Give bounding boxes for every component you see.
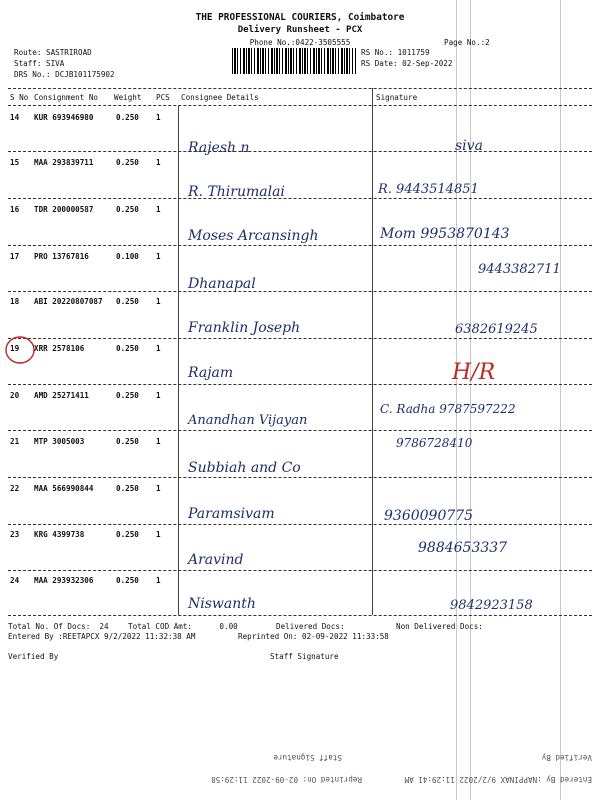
mirrored-reprinted: Reprinted On: 02-09-2022 11:29:58 [211, 775, 362, 784]
signature: Mom 9953870143 [380, 226, 510, 242]
row-weight: 0.250 [116, 113, 139, 122]
delivered-docs: Delivered Docs: [276, 622, 345, 631]
scan-line [560, 0, 561, 800]
rs-number: RS No.: 1011759 [361, 48, 430, 57]
rule [8, 198, 592, 199]
red-circle-mark [3, 334, 37, 366]
row-consignment: AMD 25271411 [34, 391, 89, 400]
row-sno: 17 [10, 252, 20, 261]
row-consignment: MAA 566990844 [34, 484, 94, 493]
row-sno: 20 [10, 391, 20, 400]
verified-by: Verified By [8, 652, 59, 661]
row-pcs: 1 [156, 576, 161, 585]
rule [8, 291, 592, 292]
row-weight: 0.250 [116, 530, 139, 539]
staff-label: Staff: SIVA [14, 59, 65, 68]
col-header-consignment: Consignment No [34, 93, 99, 102]
drs-number: DRS No.: DCJB101175902 [14, 70, 115, 79]
row-consignment: PRO 13767816 [34, 252, 89, 261]
consignee-name: Niswanth [188, 596, 256, 612]
row-consignment: KUR 693946980 [34, 113, 94, 122]
row-sno: 15 [10, 158, 20, 167]
row-consignment: XRR 2578106 [34, 344, 85, 353]
rule [8, 151, 592, 152]
row-pcs: 1 [156, 113, 161, 122]
mirrored-footer [0, 772, 600, 784]
row-pcs: 1 [156, 158, 161, 167]
col-header-weight: Weight [114, 93, 142, 102]
rule [8, 384, 592, 385]
rule [8, 245, 592, 246]
col-header-pcs: PCS [156, 93, 170, 102]
row-weight: 0.250 [116, 484, 139, 493]
row-sno: 16 [10, 205, 20, 214]
col-header-sno: S No [10, 93, 29, 102]
row-pcs: 1 [156, 530, 161, 539]
row-sno: 22 [10, 484, 20, 493]
row-consignment: KRG 4399738 [34, 530, 85, 539]
consignee-name: Anandhan Vijayan [188, 413, 308, 428]
rule [8, 570, 592, 571]
rule [8, 105, 592, 106]
signature: 9786728410 [396, 436, 473, 450]
row-sno: 18 [10, 297, 20, 306]
row-pcs: 1 [156, 252, 161, 261]
signature: 9842923158 [450, 598, 533, 613]
consignee-name: Aravind [188, 552, 244, 568]
col-header-consignee: Consignee Details [181, 93, 259, 102]
row-pcs: 1 [156, 344, 161, 353]
rule [8, 477, 592, 478]
rule [8, 338, 592, 339]
phone-number: Phone No.:0422-3505555 [249, 38, 351, 47]
row-consignment: MAA 293839711 [34, 158, 94, 167]
row-weight: 0.250 [116, 391, 139, 400]
row-consignment: ABI 20220807087 [34, 297, 103, 306]
row-pcs: 1 [156, 484, 161, 493]
row-weight: 0.250 [116, 437, 139, 446]
consignee-name: Moses Arcansingh [188, 228, 319, 244]
row-pcs: 1 [156, 205, 161, 214]
row-consignment: TDR 200000587 [34, 205, 94, 214]
rule [8, 430, 592, 431]
signature: H/R [452, 360, 496, 385]
mirrored-staff-signature [0, 750, 600, 762]
signature: C. Radha 9787597222 [380, 402, 516, 416]
staff-signature: Staff Signature [270, 652, 339, 661]
row-consignment: MTP 3005003 [34, 437, 85, 446]
signature: 9360090775 [384, 508, 474, 524]
row-sno: 21 [10, 437, 20, 446]
signature: 9443382711 [478, 262, 561, 277]
scan-line [456, 0, 457, 800]
rule [8, 615, 592, 616]
page-number: Page No.:2 [444, 38, 490, 47]
non-delivered-docs: Non Delivered Docs: [396, 622, 483, 631]
row-sno: 24 [10, 576, 20, 585]
row-consignment: MAA 293932306 [34, 576, 94, 585]
barcode [232, 48, 356, 74]
row-weight: 0.100 [116, 252, 139, 261]
mirrored-staff-signature-text: Staff Signature [273, 753, 342, 762]
rule [8, 524, 592, 525]
row-weight: 0.250 [116, 205, 139, 214]
runsheet-subtitle: Delivery Runsheet - PCX [237, 25, 363, 35]
column-divider [372, 88, 373, 615]
mirrored-entered-by: Entered By :NAPPINAX 9/2/2022 11:29:41 AM [404, 775, 592, 784]
row-pcs: 1 [156, 391, 161, 400]
signature: siva [455, 138, 483, 154]
row-weight: 0.250 [116, 344, 139, 353]
route-label: Route: SASTRIROAD [14, 48, 92, 57]
scan-line [470, 0, 471, 800]
row-weight: 0.250 [116, 158, 139, 167]
consignee-name: Subbiah and Co [188, 460, 301, 476]
entered-by: Entered By :REETAPCX 9/2/2022 11:32:38 AM [8, 632, 196, 641]
company-title: THE PROFESSIONAL COURIERS, Coimbatore [195, 12, 405, 23]
rule [8, 88, 592, 89]
consignee-name: Franklin Joseph [188, 320, 301, 336]
row-weight: 0.250 [116, 576, 139, 585]
consignee-name: R. Thirumalai [188, 184, 285, 200]
row-sno: 19 [10, 344, 20, 353]
signature: 9884653337 [418, 540, 508, 556]
row-sno: 14 [10, 113, 20, 122]
col-header-signature: Signature [376, 93, 418, 102]
signature: 6382619245 [455, 322, 538, 337]
total-docs: Total No. Of Docs: 24 [8, 622, 109, 631]
row-weight: 0.250 [116, 297, 139, 306]
consignee-name: Dhanapal [188, 276, 256, 292]
rs-date: RS Date: 02-Sep-2022 [361, 59, 453, 68]
column-divider [178, 105, 179, 615]
signature: R. 9443514851 [378, 182, 479, 197]
consignee-name: Paramsivam [188, 506, 275, 522]
total-cod: Total COD Amt: 0.00 [128, 622, 238, 631]
consignee-name: Rajam [188, 365, 234, 381]
mirrored-verified-text: Verified By [541, 753, 592, 762]
row-pcs: 1 [156, 437, 161, 446]
row-pcs: 1 [156, 297, 161, 306]
consignee-name: Rajesh n [188, 140, 250, 156]
row-sno: 23 [10, 530, 20, 539]
reprinted-on: Reprinted On: 02-09-2022 11:33:58 [238, 632, 389, 641]
